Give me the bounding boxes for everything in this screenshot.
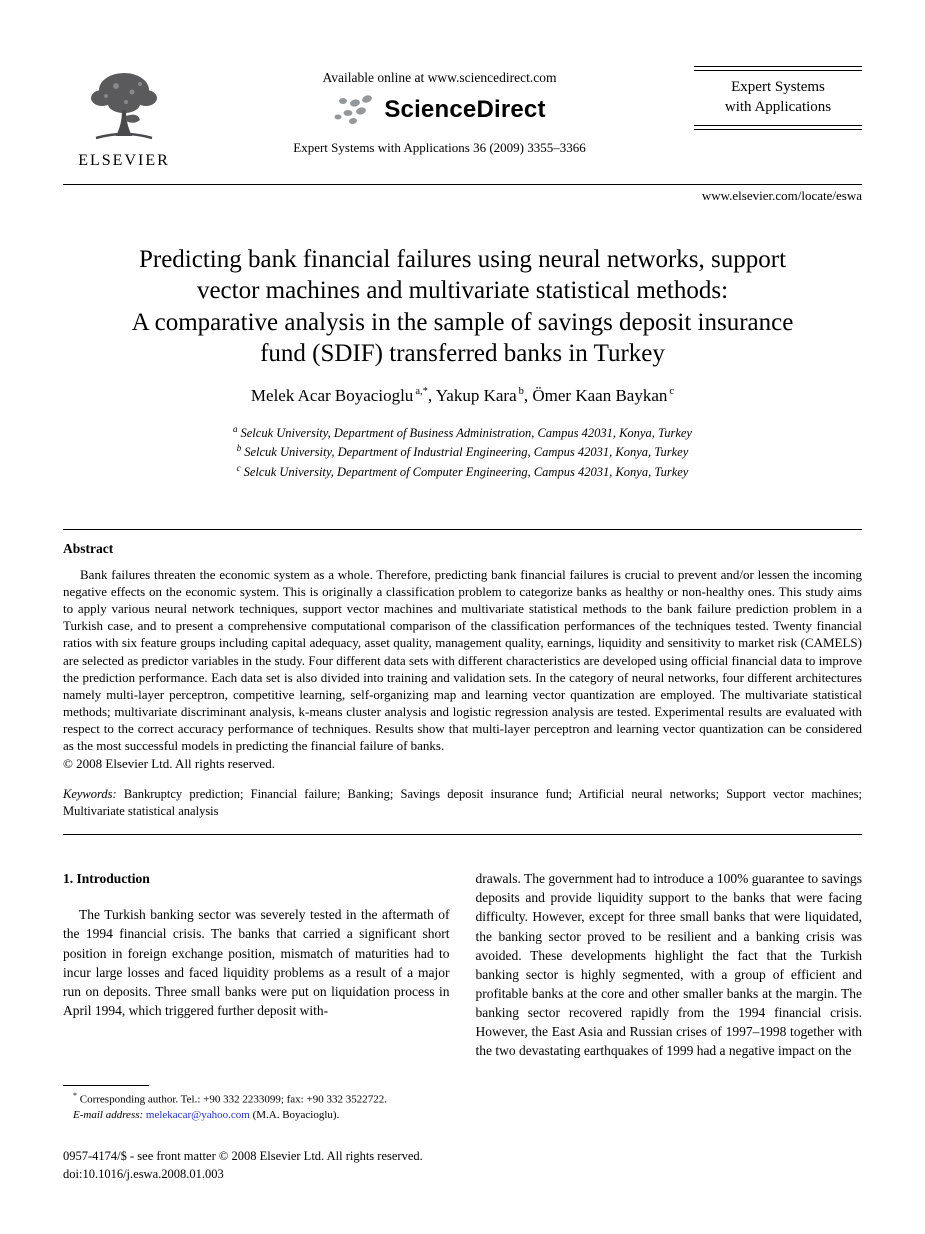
author-1-sup: a,* bbox=[415, 386, 428, 398]
corresponding-author-footnote bbox=[63, 1071, 450, 1123]
abstract-top-rule bbox=[63, 529, 862, 530]
journal-name-line1: Expert Systems bbox=[731, 79, 825, 95]
abstract-body: Bank failures threaten the economic system as a whole. Therefore, predicting bank financial failures is crucial to prevent and/or lessen the incoming negative effects on the economic system. This is originally a classification problem to categorize banks as healthy or non-healthy ones. This study aims to apply various neural network techniques, support vector machines and multivariate statistical methods to the bank failure prediction problem in a Turkish case, and to present a comprehensive computational comparison of the classification performances of the techniques tested. Twenty financial ratios with six feature groups including capital adequacy, asset quality, management quality, earnings, liquidity and sensitivity to market risk (CAMELS) are selected as predictor variables in the study. Four different data sets with different characteristics are developed using official financial data to improve the prediction performance. Each data set is also divided into training and validation sets. In the category of neural networks, four different architectures namely multi-layer perceptron, competitive learning, self-organizing map and learning vector quantization are employed. The multivariate statistical methods; multivariate discriminant analysis, k-means cluster analysis and logistic regression analysis are tested. Experimental results are evaluated with respect to the correct accuracy performance of techniques. Results show that multi-layer perceptron and learning vector quantization can be considered as the most successful models in predicting the financial failure of banks. bbox=[63, 566, 862, 754]
footnote-line1 bbox=[63, 1090, 450, 1108]
footnote-line2 bbox=[63, 1108, 450, 1123]
footnote-rule bbox=[63, 1085, 149, 1086]
author-3-name: Ömer Kaan Baykan bbox=[532, 386, 668, 405]
journal-url: www.elsevier.com/locate/eswa bbox=[701, 188, 862, 203]
affiliation-b-text: Selcuk University, Department of Industrial Engineering, Campus 42031, Konya, Turkey bbox=[244, 445, 689, 460]
affiliation-b bbox=[63, 442, 862, 461]
author-3 bbox=[532, 386, 674, 405]
elsevier-logo bbox=[63, 64, 185, 170]
sciencedirect-logo bbox=[185, 93, 694, 127]
elsevier-logo-text: ELSEVIER bbox=[78, 152, 170, 169]
email-suffix: (M.A. Boyacioglu). bbox=[252, 1108, 340, 1121]
sciencedirect-dots-icon bbox=[333, 93, 377, 127]
article-title-line2: vector machines and multivariate statistical methods: bbox=[196, 277, 729, 305]
header-center bbox=[185, 64, 694, 156]
email-link[interactable]: melekacar@yahoo.com bbox=[145, 1108, 250, 1121]
abstract-heading: Abstract bbox=[63, 540, 114, 556]
section-heading-introduction: 1. Introduction bbox=[63, 871, 150, 887]
affiliation-c-text: Selcuk University, Department of Computer Engineering, Campus 42031, Konya, Turkey bbox=[243, 464, 689, 479]
author-3-sup: c bbox=[669, 386, 675, 398]
author-2-sup: b bbox=[518, 386, 524, 398]
journal-name-line2: with Applications bbox=[724, 98, 832, 115]
author-1-sep: , bbox=[427, 386, 436, 405]
footer-doi-line: doi:10.1016/j.eswa.2008.01.003 bbox=[63, 1167, 224, 1182]
journal-citation: Expert Systems with Applications 36 (2009) 3355–3366 bbox=[293, 140, 586, 155]
author-1-name: Melek Acar Boyacioglu bbox=[250, 386, 414, 405]
keywords-bottom-rule bbox=[63, 834, 862, 835]
affiliation-a-text: Selcuk University, Department of Business Administration, Campus 42031, Konya, Turkey bbox=[240, 426, 692, 441]
affiliation-c-sup: c bbox=[236, 462, 241, 473]
right-column bbox=[476, 869, 863, 1123]
author-2-name: Yakup Kara bbox=[435, 386, 517, 405]
body-columns bbox=[63, 869, 862, 1123]
footnote-line1-text: Corresponding author. Tel.: +90 332 2233099; fax: +90 332 3522722. bbox=[79, 1093, 387, 1106]
footer-issn-line: 0957-4174/$ - see front matter © 2008 Elsevier Ltd. All rights reserved. bbox=[63, 1149, 423, 1164]
intro-left-paragraph: The Turkish banking sector was severely tested in the aftermath of the 1994 financial crisis. The banks that carried a significant short position in foreign exchange position, mismatch of maturities had to incur large losses and faced liquidity problems as a result of a major run on deposits. Three small banks were put on liquidation process in April 1994, which triggered further deposit with- bbox=[63, 907, 450, 1018]
box-rule-bottom-1 bbox=[694, 125, 862, 126]
intro-right-paragraph: drawals. The government had to introduce a 100% guarantee to savings deposits and provide liquidity support to the banks that were facing difficulty. However, except for three small banks that were liquidated, the banking sector proved to be resilient and a banking crisis was avoided. These developments highlight the fact that the Turkish banking sector is highly segmented, with a group of efficient and profitable banks at the core and other smaller banks at the margin. The banking sector recovered rapidly from the 1994 financial crisis. However, the East Asia and Russian crises of 1997–1998 together with the two devastating earthquakes of 1999 had a negative impact on the bbox=[475, 871, 862, 1059]
left-column bbox=[63, 869, 450, 1123]
footnote-star: * bbox=[73, 1090, 77, 1100]
elsevier-tree-icon bbox=[82, 68, 166, 144]
author-2-sep: , bbox=[523, 386, 533, 405]
author-1 bbox=[251, 386, 436, 405]
affiliation-b-sup: b bbox=[236, 443, 242, 454]
box-rule-top-1 bbox=[694, 66, 862, 67]
journal-header bbox=[63, 64, 862, 170]
affiliation-a bbox=[63, 423, 862, 442]
keywords-text: Bankruptcy prediction; Financial failure; Banking; Savings deposit insurance fund; Artificial neural networks; Support vector machines; Multivariate statistical analysis bbox=[63, 786, 863, 818]
article-title-line1: Predicting bank financial failures using neural networks, support bbox=[138, 246, 787, 273]
authors-line bbox=[63, 386, 862, 406]
affiliations bbox=[63, 423, 862, 481]
affiliation-c bbox=[63, 462, 862, 481]
journal-name-box bbox=[694, 64, 862, 130]
sciencedirect-logo-text: ScienceDirect bbox=[384, 96, 546, 123]
author-2 bbox=[436, 386, 533, 405]
header-divider-rule bbox=[63, 184, 862, 185]
available-online-text: Available online at www.sciencedirect.com bbox=[322, 70, 557, 85]
article-footer bbox=[63, 1147, 862, 1183]
article-title-line4: fund (SDIF) transferred banks in Turkey bbox=[260, 339, 665, 367]
affiliation-a-sup: a bbox=[233, 424, 238, 434]
email-label: E-mail address: bbox=[73, 1108, 144, 1121]
box-rule-bottom-2 bbox=[694, 129, 862, 130]
abstract-copyright: © 2008 Elsevier Ltd. All rights reserved. bbox=[63, 755, 276, 771]
article-title-line3: A comparative analysis in the sample of savings deposit insurance bbox=[131, 308, 794, 336]
article-title bbox=[63, 244, 862, 369]
keywords-label: Keywords: bbox=[63, 786, 117, 801]
keywords-block bbox=[63, 786, 862, 821]
journal-name bbox=[694, 71, 862, 125]
